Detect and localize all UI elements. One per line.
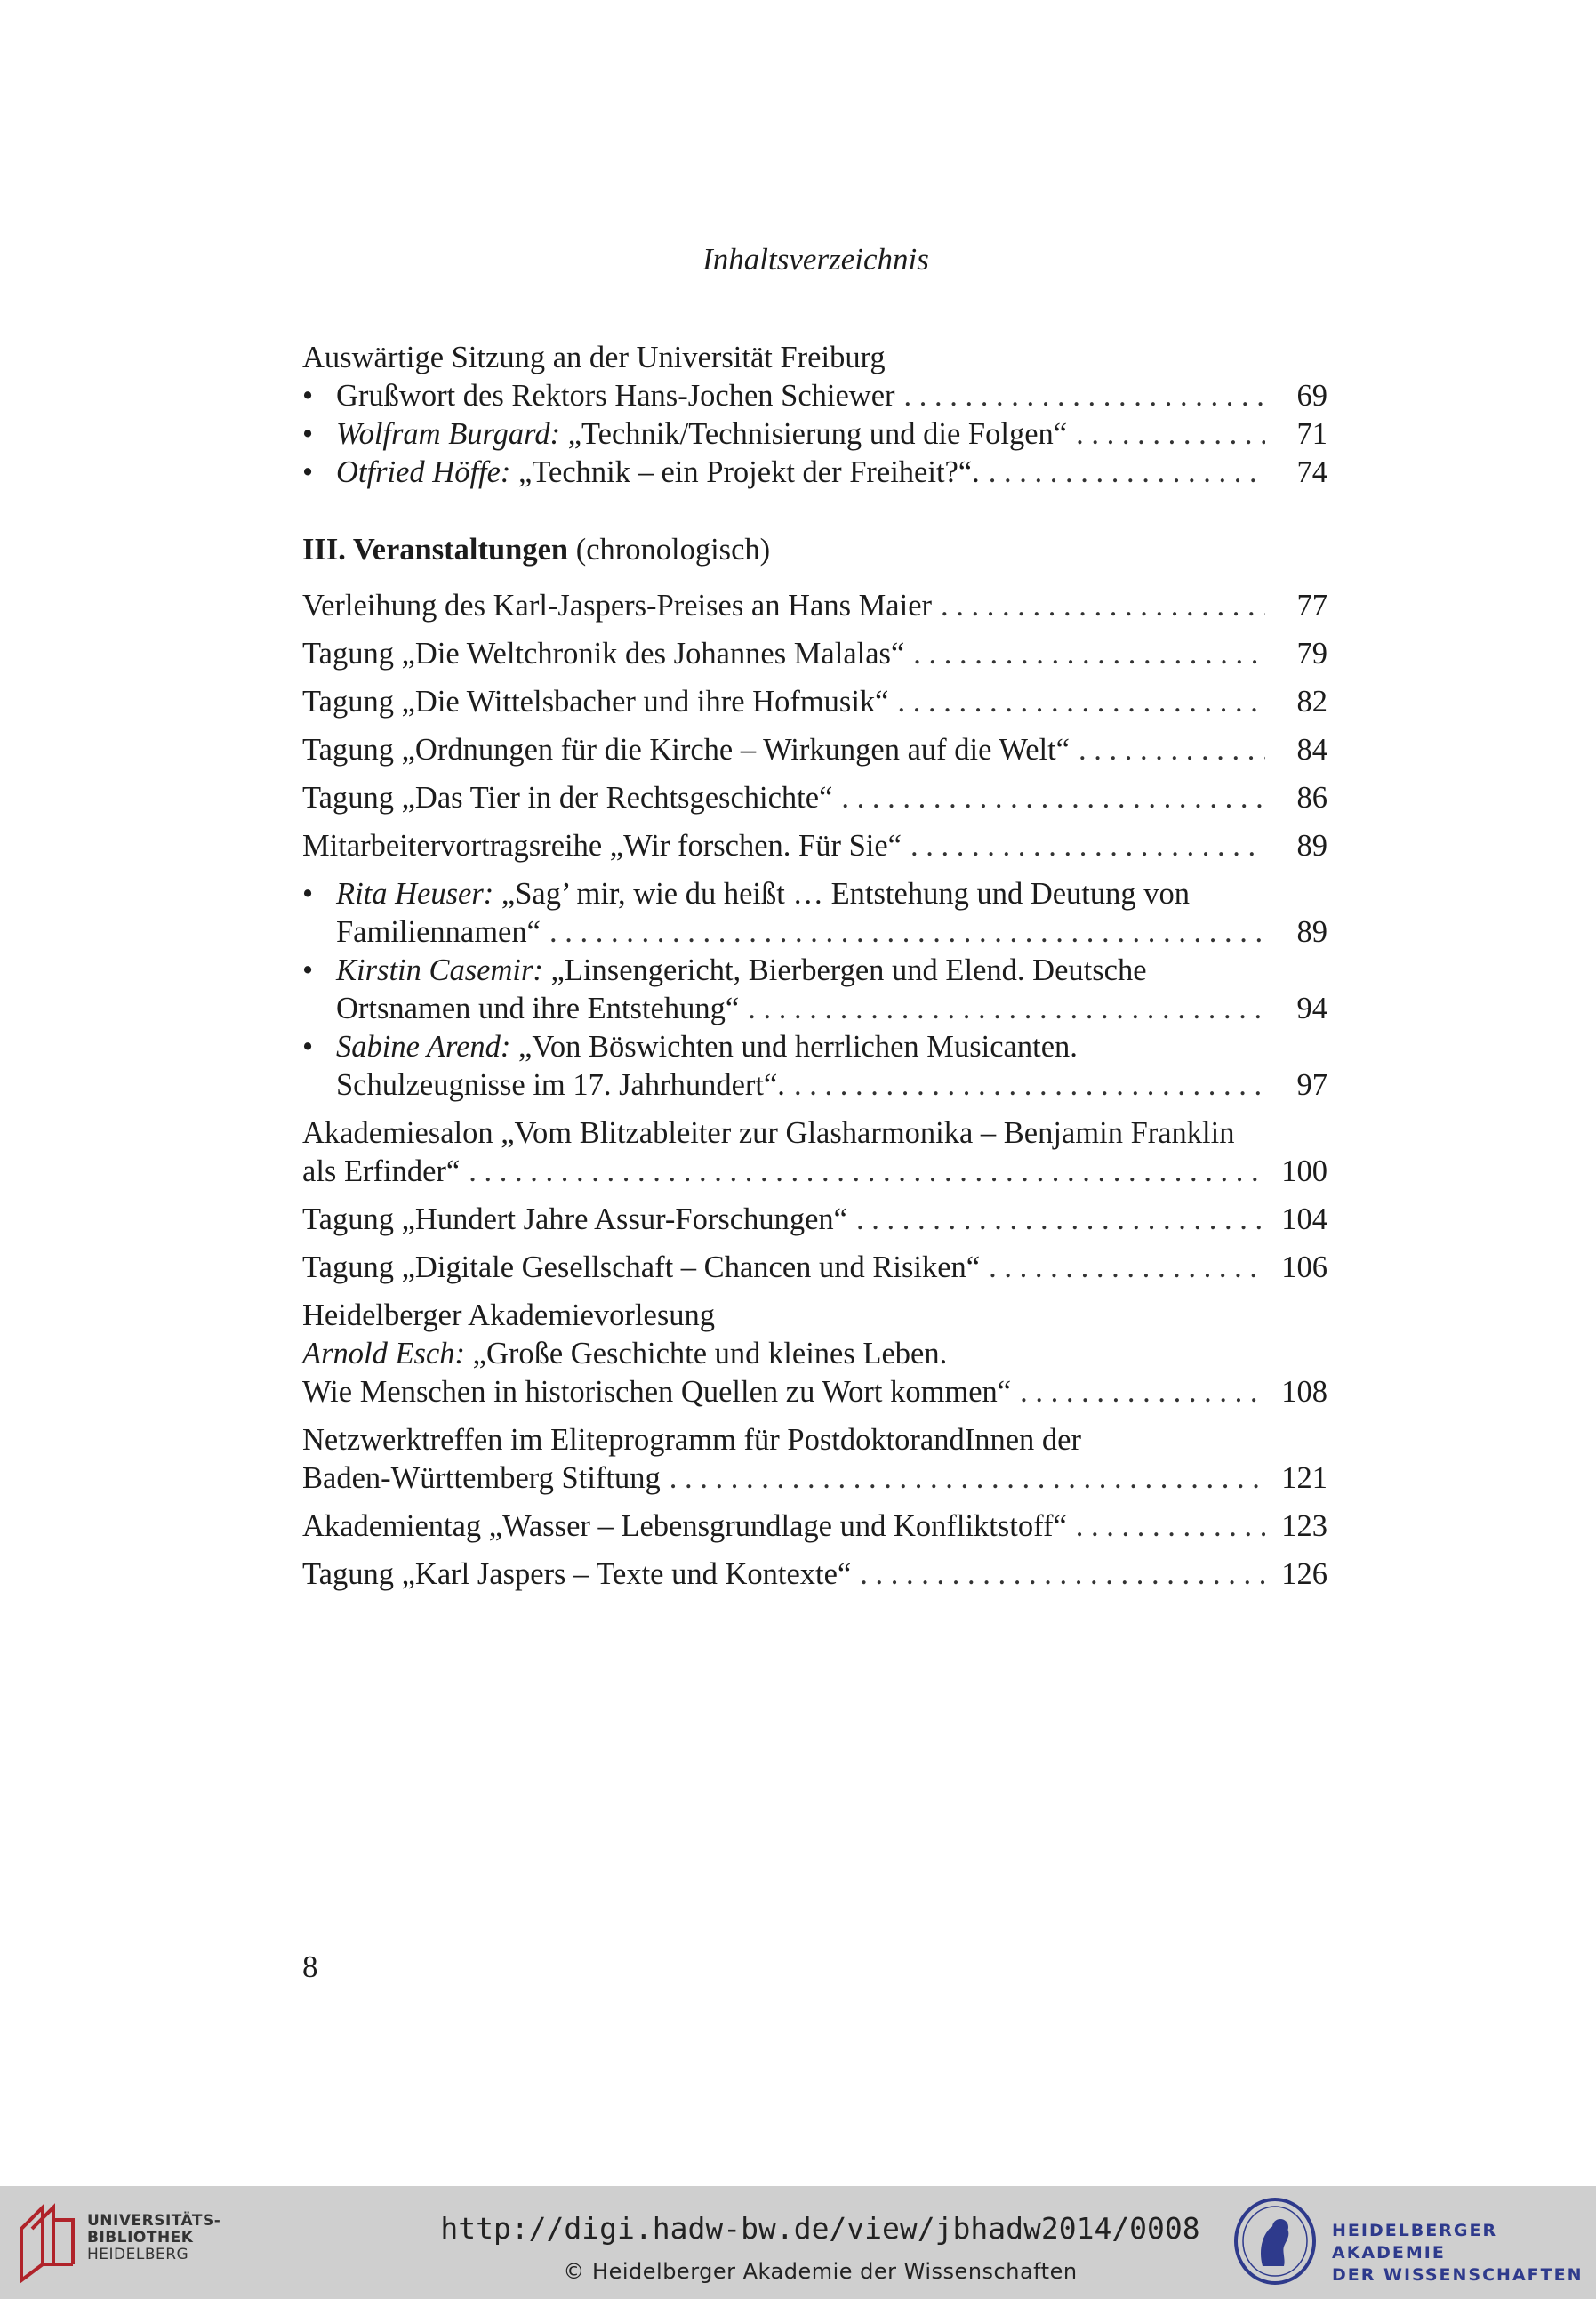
toc-talk[interactable]: • Sabine Arend: „Von Böswichten und herrlichen Musicanten. Schulzeugnisse im 17. Jahrhundert“. . . . 97 <box>302 1028 1327 1105</box>
leader-dots <box>1079 731 1265 769</box>
toc-page-number: 86 <box>1296 781 1327 815</box>
toc-entry-title: Akademientag „Wasser – Lebensgrundlage und Konfliktstoff“ <box>302 1509 1067 1543</box>
leader-dots <box>913 635 1265 673</box>
toc-page-number: 100 <box>1281 1154 1327 1188</box>
toc-entry[interactable] <box>302 377 1327 415</box>
hadw-wordmark: HEIDELBERGER AKADEMIE DER WISSENSCHAFTEN <box>1332 2221 1584 2285</box>
leader-dots <box>1076 415 1265 454</box>
toc-page-number: 84 <box>1296 733 1327 767</box>
toc-entry[interactable] <box>302 1555 1327 1594</box>
toc-entry[interactable] <box>302 415 1327 454</box>
leader-dots <box>794 1066 1265 1105</box>
toc-talk[interactable]: • Rita Heuser: „Sag’ mir, wie du heißt … Entstehung und Deutung von Familiennamen“ . . . 89 <box>302 875 1327 952</box>
leader-dots <box>904 377 1265 415</box>
toc-page-number: 79 <box>1296 637 1327 671</box>
toc-entry-title: Tagung „Karl Jaspers – Texte und Kontexte“ <box>302 1557 852 1591</box>
toc-entry-network[interactable]: Netzwerktreffen im Eliteprogramm für PostdoktorandInnen der Baden-Württemberg Stiftung . . . 121 <box>302 1421 1327 1498</box>
toc-page-number: 106 <box>1281 1250 1327 1284</box>
leader-dots <box>1076 1507 1265 1546</box>
bullet: • <box>302 877 314 911</box>
leader-dots <box>670 1459 1265 1498</box>
toc-entry[interactable] <box>302 683 1327 721</box>
leader-dots <box>989 1249 1265 1287</box>
toc-author: Sabine Arend: <box>336 1030 511 1064</box>
toc-entry-title: Mitarbeitervortragsreihe „Wir forschen. Für Sie“ <box>302 829 902 863</box>
leader-dots <box>860 1555 1265 1594</box>
leader-dots <box>910 827 1265 865</box>
toc-entry[interactable] <box>302 1507 1327 1546</box>
toc-entry-title: „Technik – ein Projekt der Freiheit?“. <box>510 455 980 489</box>
bullet: • <box>302 455 314 489</box>
toc-page-number: 121 <box>1281 1461 1327 1495</box>
toc-entry-title: „Technik/Technisierung und die Folgen“ <box>560 417 1068 451</box>
toc-entry[interactable] <box>302 635 1327 673</box>
toc-talk[interactable]: • Kirstin Casemir: „Linsengericht, Bierbergen und Elend. Deutsche Ortsnamen und ihre Entstehung“ . . . 94 <box>302 952 1327 1028</box>
leader-dots <box>748 990 1265 1028</box>
leader-dots <box>989 454 1265 492</box>
toc-entry[interactable] <box>302 827 1327 865</box>
toc-page-number: 97 <box>1296 1068 1327 1102</box>
toc-entry-title: Tagung „Die Weltchronik des Johannes Malalas“ <box>302 637 905 671</box>
toc-page-number: 71 <box>1296 417 1327 451</box>
table-of-contents <box>302 339 1327 1594</box>
permalink-url[interactable]: http://digi.hadw-bw.de/view/jbhadw2014/0008 <box>440 2211 1200 2246</box>
bullet: • <box>302 1030 314 1064</box>
leader-dots <box>549 913 1265 952</box>
toc-page-number: 108 <box>1281 1375 1327 1409</box>
toc-entry[interactable] <box>302 1249 1327 1287</box>
copyright-notice: © Heidelberger Akademie der Wissenschaften <box>563 2259 1078 2284</box>
toc-page-number: 123 <box>1281 1509 1327 1543</box>
toc-author: Kirstin Casemir: <box>336 953 543 987</box>
toc-entry[interactable] <box>302 587 1327 625</box>
toc-page-number: 94 <box>1296 992 1327 1025</box>
leader-dots <box>1020 1373 1265 1411</box>
toc-entry-title: Tagung „Digitale Gesellschaft – Chancen und Risiken“ <box>302 1250 981 1284</box>
ub-heidelberg-wordmark: UNIVERSITÄTS- BIBLIOTHEK HEIDELBERG <box>87 2212 221 2263</box>
toc-entry[interactable] <box>302 779 1327 817</box>
bullet: • <box>302 379 314 413</box>
bullet: • <box>302 953 314 987</box>
toc-entry[interactable] <box>302 1201 1327 1239</box>
section-heading-iii: III. Veranstaltungen (chronologisch) <box>302 533 771 567</box>
leader-dots <box>941 587 1265 625</box>
toc-author: Wolfram Burgard: <box>336 417 561 451</box>
leader-dots <box>841 779 1265 817</box>
footer-bar <box>0 2186 1596 2299</box>
toc-page-number: 126 <box>1281 1557 1327 1591</box>
toc-author: Rita Heuser: <box>336 877 494 911</box>
toc-page-number: 104 <box>1281 1202 1327 1236</box>
toc-entry-title: Tagung „Hundert Jahre Assur-Forschungen“ <box>302 1202 847 1236</box>
running-head: Inhaltsverzeichnis <box>702 242 929 277</box>
bullet: • <box>302 417 314 451</box>
toc-entry-title: Grußwort des Rektors Hans-Jochen Schiewer <box>336 379 895 413</box>
toc-page-number: 82 <box>1296 685 1327 719</box>
toc-entry-lecture[interactable]: Heidelberger Akademievorlesung Arnold Esch: „Große Geschichte und kleines Leben. Wie Menschen in historischen Quellen zu Wort kommen“ . . . 108 <box>302 1297 1327 1411</box>
toc-author: Otfried Höffe: <box>336 455 511 489</box>
toc-page-number: 69 <box>1296 379 1327 413</box>
toc-entry-title: Verleihung des Karl-Jaspers-Preises an Hans Maier <box>302 589 932 623</box>
toc-entry-title: Tagung „Ordnungen für die Kirche – Wirkungen auf die Welt“ <box>302 733 1070 767</box>
toc-author: Arnold Esch: <box>302 1337 466 1371</box>
leader-dots <box>898 683 1266 721</box>
toc-page-number: 77 <box>1296 589 1327 623</box>
toc-page-number: 89 <box>1296 829 1327 863</box>
leader-dots <box>856 1201 1265 1239</box>
toc-entry-salon[interactable]: Akademiesalon „Vom Blitzableiter zur Glasharmonika – Benjamin Franklin als Erfinder“ . . . 100 <box>302 1114 1327 1191</box>
page-number: 8 <box>302 1949 318 1984</box>
toc-page-number: 74 <box>1296 455 1327 489</box>
toc-page-number: 89 <box>1296 915 1327 949</box>
hadw-seal-icon[interactable] <box>1232 2197 1318 2286</box>
leader-dots <box>469 1153 1265 1191</box>
toc-entry-title: Tagung „Das Tier in der Rechtsgeschichte“ <box>302 781 833 815</box>
toc-entry-title: Tagung „Die Wittelsbacher und ihre Hofmusik“ <box>302 685 889 719</box>
toc-entry[interactable] <box>302 731 1327 769</box>
section-title-freiburg: Auswärtige Sitzung an der Universität Freiburg <box>302 341 886 374</box>
toc-entry[interactable] <box>302 454 1327 492</box>
